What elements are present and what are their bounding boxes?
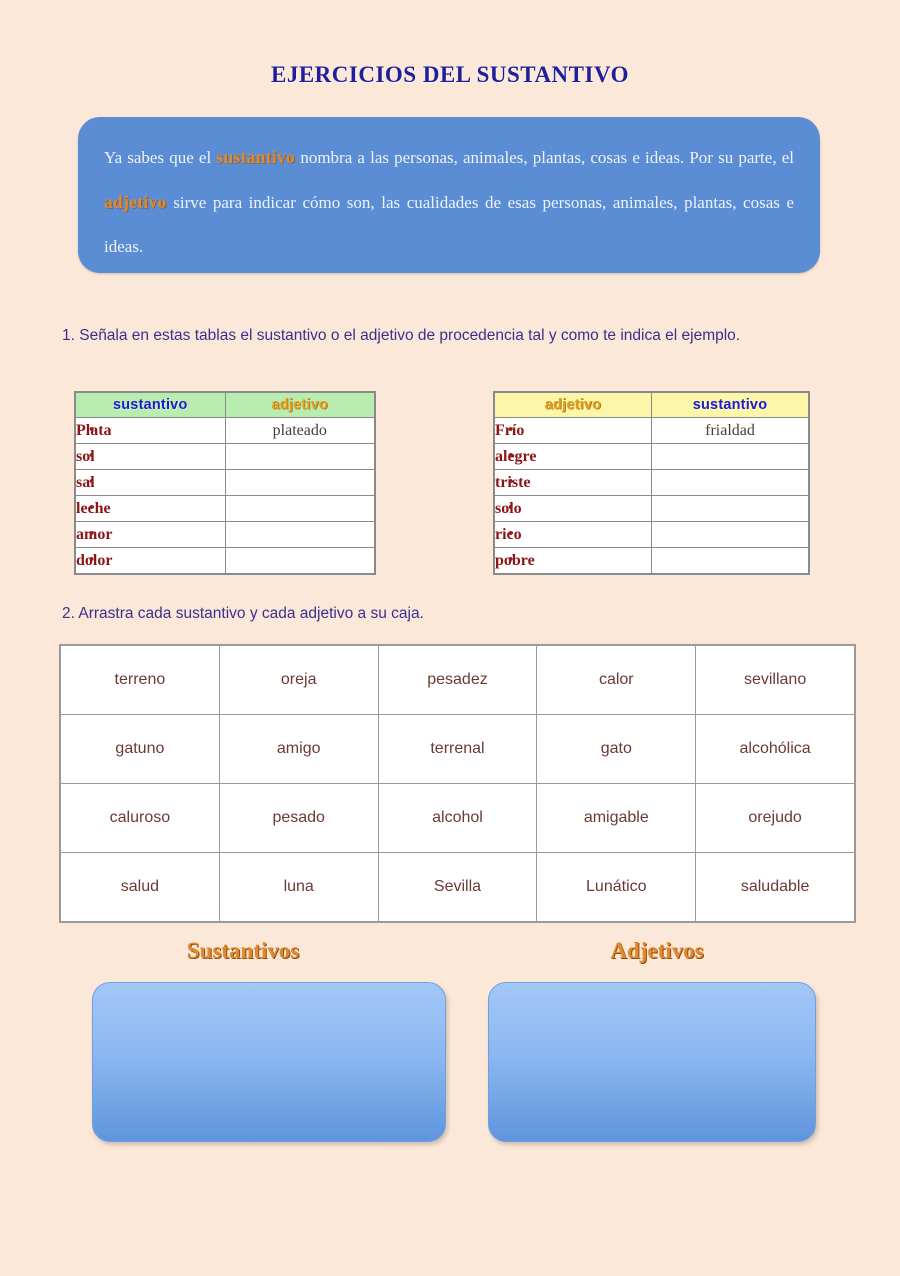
table-row bbox=[76, 418, 375, 444]
table-cell-answer[interactable] bbox=[225, 470, 375, 496]
table-cell-answer[interactable]: plateado bbox=[225, 418, 375, 444]
table-cell-word: • rico bbox=[495, 522, 652, 548]
table-cell-word: • pobre bbox=[495, 548, 652, 574]
instruction-exercise-2: 2. Arrastra cada sustantivo y cada adjetivo a su caja. bbox=[62, 605, 424, 622]
column-header-sustantivo: sustantivo bbox=[652, 393, 809, 418]
table-header-row bbox=[495, 393, 809, 418]
table-row bbox=[495, 548, 809, 574]
draggable-word[interactable]: oreja bbox=[219, 646, 378, 715]
draggable-word[interactable]: sevillano bbox=[696, 646, 855, 715]
intro-segment-2: nombra a las personas, animales, plantas, cosas e ideas. Por su parte, el bbox=[295, 148, 794, 167]
table-cell-word: • amor bbox=[76, 522, 226, 548]
draggable-word[interactable]: Sevilla bbox=[378, 853, 537, 922]
keyword-sustantivo: sustantivo bbox=[216, 147, 296, 167]
table-cell-answer[interactable] bbox=[652, 444, 809, 470]
draggable-word[interactable]: salud bbox=[61, 853, 220, 922]
draggable-word[interactable]: calor bbox=[537, 646, 696, 715]
draggable-word[interactable]: orejudo bbox=[696, 784, 855, 853]
table-cell-answer[interactable] bbox=[225, 444, 375, 470]
table-row bbox=[495, 496, 809, 522]
draggable-word[interactable]: alcohol bbox=[378, 784, 537, 853]
draggable-word[interactable]: gato bbox=[537, 715, 696, 784]
drop-zone-sustantivos[interactable] bbox=[92, 982, 446, 1142]
pair-table-sustantivo-adjetivo bbox=[75, 392, 375, 574]
draggable-word[interactable]: gatuno bbox=[61, 715, 220, 784]
draggable-word[interactable]: amigo bbox=[219, 715, 378, 784]
table-row bbox=[76, 548, 375, 574]
intro-text bbox=[104, 135, 794, 269]
draggable-word[interactable]: saludable bbox=[696, 853, 855, 922]
table-row bbox=[76, 522, 375, 548]
pair-table-adjetivo-sustantivo bbox=[494, 392, 809, 574]
page-title: EJERCICIOS DEL SUSTANTIVO bbox=[271, 62, 629, 87]
draggable-word[interactable]: luna bbox=[219, 853, 378, 922]
table-cell-word: • sol bbox=[76, 444, 226, 470]
drop-zone-adjetivos[interactable] bbox=[488, 982, 816, 1142]
table-cell-word: • sal bbox=[76, 470, 226, 496]
table-row bbox=[76, 496, 375, 522]
table-cell-answer[interactable] bbox=[652, 470, 809, 496]
instruction-exercise-1: 1. Señala en estas tablas el sustantivo o el adjetivo de procedencia tal y como te indica el ejemplo. bbox=[62, 327, 741, 344]
word-grid-row bbox=[61, 784, 855, 853]
table-row bbox=[495, 444, 809, 470]
table-cell-word: • leche bbox=[76, 496, 226, 522]
draggable-word[interactable]: alcohólica bbox=[696, 715, 855, 784]
draggable-word[interactable]: pesado bbox=[219, 784, 378, 853]
draggable-word[interactable]: amigable bbox=[537, 784, 696, 853]
drop-zone-heading-adjetivos: Adjetivos bbox=[610, 938, 704, 963]
draggable-word[interactable]: Lunático bbox=[537, 853, 696, 922]
table-cell-answer[interactable] bbox=[652, 496, 809, 522]
table-cell-answer[interactable] bbox=[652, 522, 809, 548]
table-row bbox=[495, 470, 809, 496]
table-cell-answer[interactable] bbox=[225, 522, 375, 548]
intro-panel bbox=[78, 117, 820, 273]
word-grid-row bbox=[61, 646, 855, 715]
keyword-adjetivo: adjetivo bbox=[104, 192, 167, 212]
table-cell-word: • dolor bbox=[76, 548, 226, 574]
table-cell-answer[interactable]: frialdad bbox=[652, 418, 809, 444]
draggable-word[interactable]: caluroso bbox=[61, 784, 220, 853]
table-cell-word: • Plata bbox=[76, 418, 226, 444]
word-grid-row bbox=[61, 853, 855, 922]
draggable-word-grid bbox=[60, 645, 855, 922]
table-row bbox=[495, 522, 809, 548]
word-grid-row bbox=[61, 715, 855, 784]
column-header-adjetivo: adjetivo bbox=[225, 393, 375, 418]
intro-segment-3: sirve para indicar cómo son, las cualidades de esas personas, animales, plantas, cosas e ideas. bbox=[104, 193, 794, 256]
table-cell-answer[interactable] bbox=[225, 548, 375, 574]
draggable-word[interactable]: terrenal bbox=[378, 715, 537, 784]
table-cell-answer[interactable] bbox=[225, 496, 375, 522]
drop-zone-heading-sustantivos: Sustantivos bbox=[186, 938, 300, 963]
table-row bbox=[76, 470, 375, 496]
draggable-word[interactable]: pesadez bbox=[378, 646, 537, 715]
column-header-adjetivo: adjetivo bbox=[495, 393, 652, 418]
table-header-row bbox=[76, 393, 375, 418]
table-cell-word: • solo bbox=[495, 496, 652, 522]
table-cell-answer[interactable] bbox=[652, 548, 809, 574]
table-cell-word: • triste bbox=[495, 470, 652, 496]
draggable-word[interactable]: terreno bbox=[61, 646, 220, 715]
column-header-sustantivo: sustantivo bbox=[76, 393, 226, 418]
table-row bbox=[495, 418, 809, 444]
table-cell-word: • alegre bbox=[495, 444, 652, 470]
table-row bbox=[76, 444, 375, 470]
table-cell-word: • Frío bbox=[495, 418, 652, 444]
intro-segment-1: Ya sabes que el bbox=[104, 148, 217, 167]
